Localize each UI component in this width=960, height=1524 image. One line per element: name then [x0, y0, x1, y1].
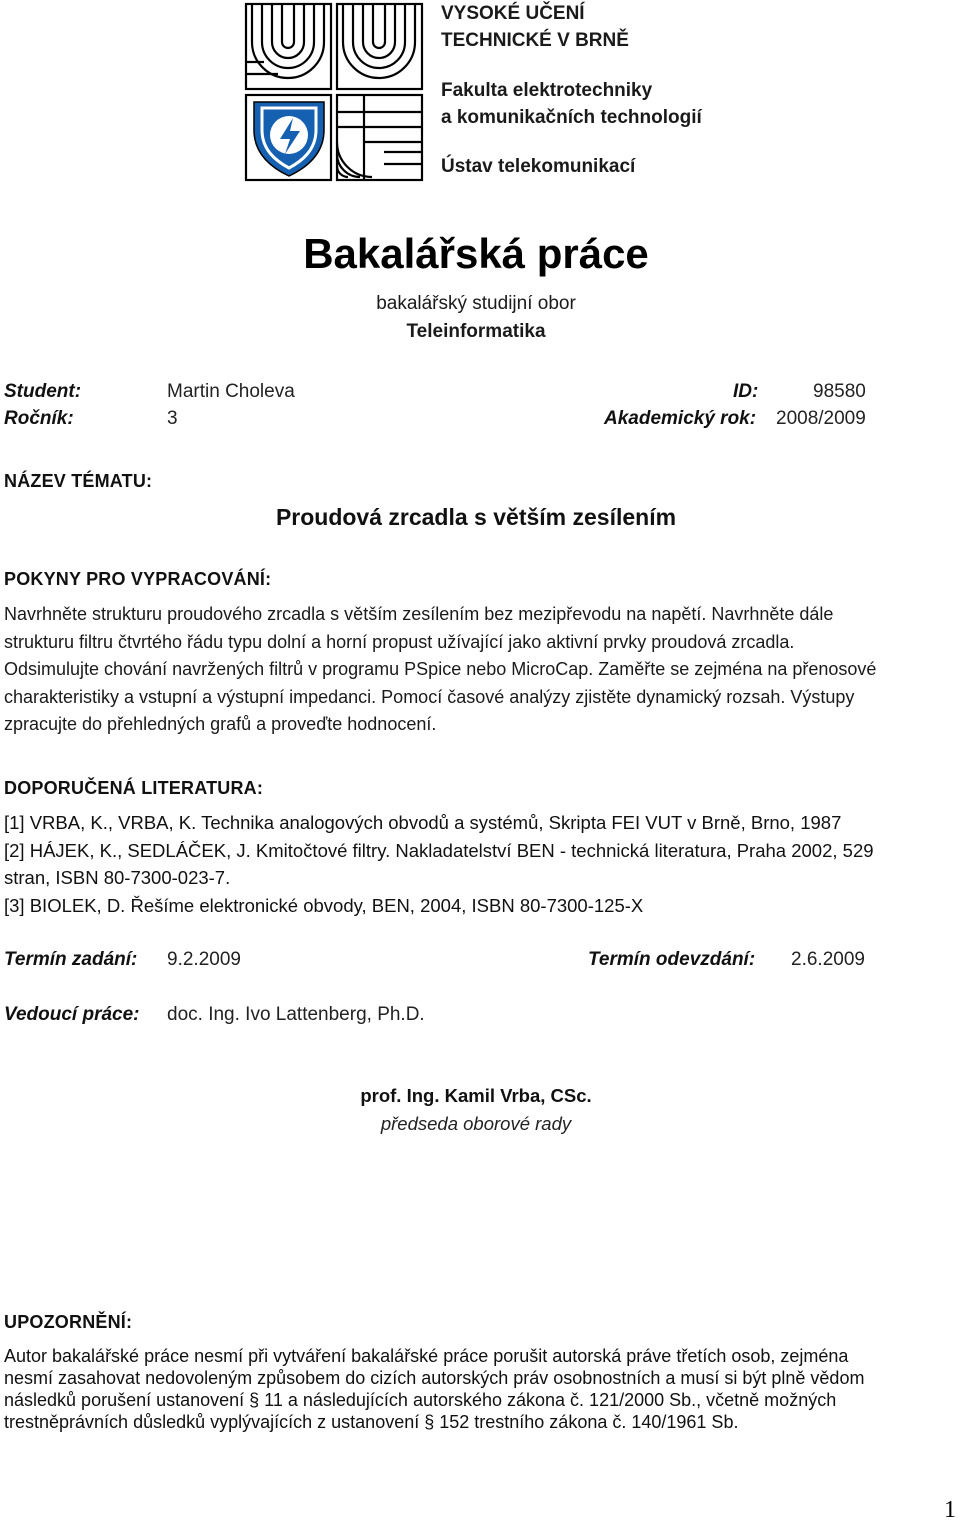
student-name: Martin Choleva [167, 381, 295, 402]
instructions-line: charakteristiky a vstupní a výstupní impedanci. Pomocí časové analýzy zjistěte dynamický rozsah. Výstupy [4, 686, 855, 707]
topic-title: Proudová zrcadla s větším zesílením [275, 504, 677, 530]
literature-item: [1] VRBA, K., VRBA, K. Technika analogových obvodů a systémů, Skripta FEI VUT v Brně, Brno, 1987 [4, 812, 842, 833]
topic-heading: NÁZEV TÉMATU: [4, 471, 153, 491]
signature-role: předseda oborové rady [380, 1113, 572, 1134]
instructions-line: Odsimulujte chování navržených filtrů v programu PSpice nebo MicroCap. Zaměřte se zejména na přenosové [4, 659, 877, 679]
page-title: Bakalářská práce [303, 230, 649, 277]
university-name-line2: TECHNICKÉ V BRNĚ [441, 30, 629, 51]
assigned-label: Termín zadání: [4, 949, 138, 970]
university-name-line1: VYSOKÉ UČENÍ [441, 3, 585, 24]
academic-year: 2008/2009 [776, 408, 866, 429]
literature-item: [2] HÁJEK, K., SEDLÁČEK, J. Kmitočtové filtry. Nakladatelství BEN - technická literatura, Praha 2002, 529 [4, 839, 874, 861]
warning-line: nesmí zasahovat nedovoleným způsobem do cizích autorských práv osobnostních a musí si být plně vědom [4, 1368, 865, 1388]
signature-name: prof. Ing. Kamil Vrba, CSc. [360, 1085, 592, 1106]
university-logo-icon [244, 2, 424, 182]
due-label: Termín odevzdání: [588, 949, 756, 970]
instructions-line: strukturu filtru čtvrtého řádu typu dolní a horní propust užívající jako aktivní prvky proudová zrcadla. [4, 631, 795, 652]
instructions-text [4, 601, 876, 739]
assigned-date: 9.2.2009 [167, 949, 241, 970]
warning-line: následků porušení ustanovení § 11 a následujících autorského zákona č. 121/2000 Sb., včetně možných [4, 1390, 837, 1410]
warning-text [4, 1345, 864, 1433]
study-program: Teleinformatika [406, 321, 546, 342]
instructions-line: Navrhněte strukturu proudového zrcadla s větším zesílením bez mezipřevodu na napětí. Navrhněte dále [4, 604, 834, 624]
literature-item: [3] BIOLEK, D. Řešíme elektronické obvody, BEN, 2004, ISBN 80-7300-125-X [4, 894, 644, 916]
supervisor-name: doc. Ing. Ivo Lattenberg, Ph.D. [167, 1004, 425, 1025]
instructions-line: zpracujte do přehledných grafů a proveďte hodnocení. [4, 714, 437, 734]
literature-item: stran, ISBN 80-7300-023-7. [4, 867, 231, 888]
faculty-name-line1: Fakulta elektrotechniky [441, 80, 653, 101]
literature-heading: DOPORUČENÁ LITERATURA: [4, 778, 264, 798]
academic-year-label: Akademický rok: [604, 408, 757, 429]
student-label: Student: [4, 381, 82, 402]
id-label: ID: [733, 381, 759, 402]
faculty-name-line2: a komunikačních technologií [441, 107, 702, 128]
literature-list [4, 809, 874, 919]
supervisor-label: Vedoucí práce: [4, 1004, 140, 1025]
student-year: 3 [167, 408, 178, 429]
department-name: Ústav telekomunikací [441, 156, 636, 177]
year-label: Ročník: [4, 408, 74, 429]
page-number: 1 [944, 1497, 956, 1523]
student-id: 98580 [813, 381, 866, 402]
warning-heading: UPOZORNĚNÍ: [4, 1312, 133, 1332]
warning-line: trestněprávních důsledků vyplývajících z ustanovení § 152 trestního zákona č. 140/1961 Sb. [4, 1412, 739, 1432]
warning-line: Autor bakalářské práce nesmí při vytváření bakalářské práce porušit autorská práve třetích osob, zejména [4, 1346, 849, 1366]
due-date: 2.6.2009 [791, 949, 865, 970]
instructions-heading: POKYNY PRO VYPRACOVÁNÍ: [4, 569, 272, 589]
study-type: bakalářský studijní obor [376, 293, 576, 314]
